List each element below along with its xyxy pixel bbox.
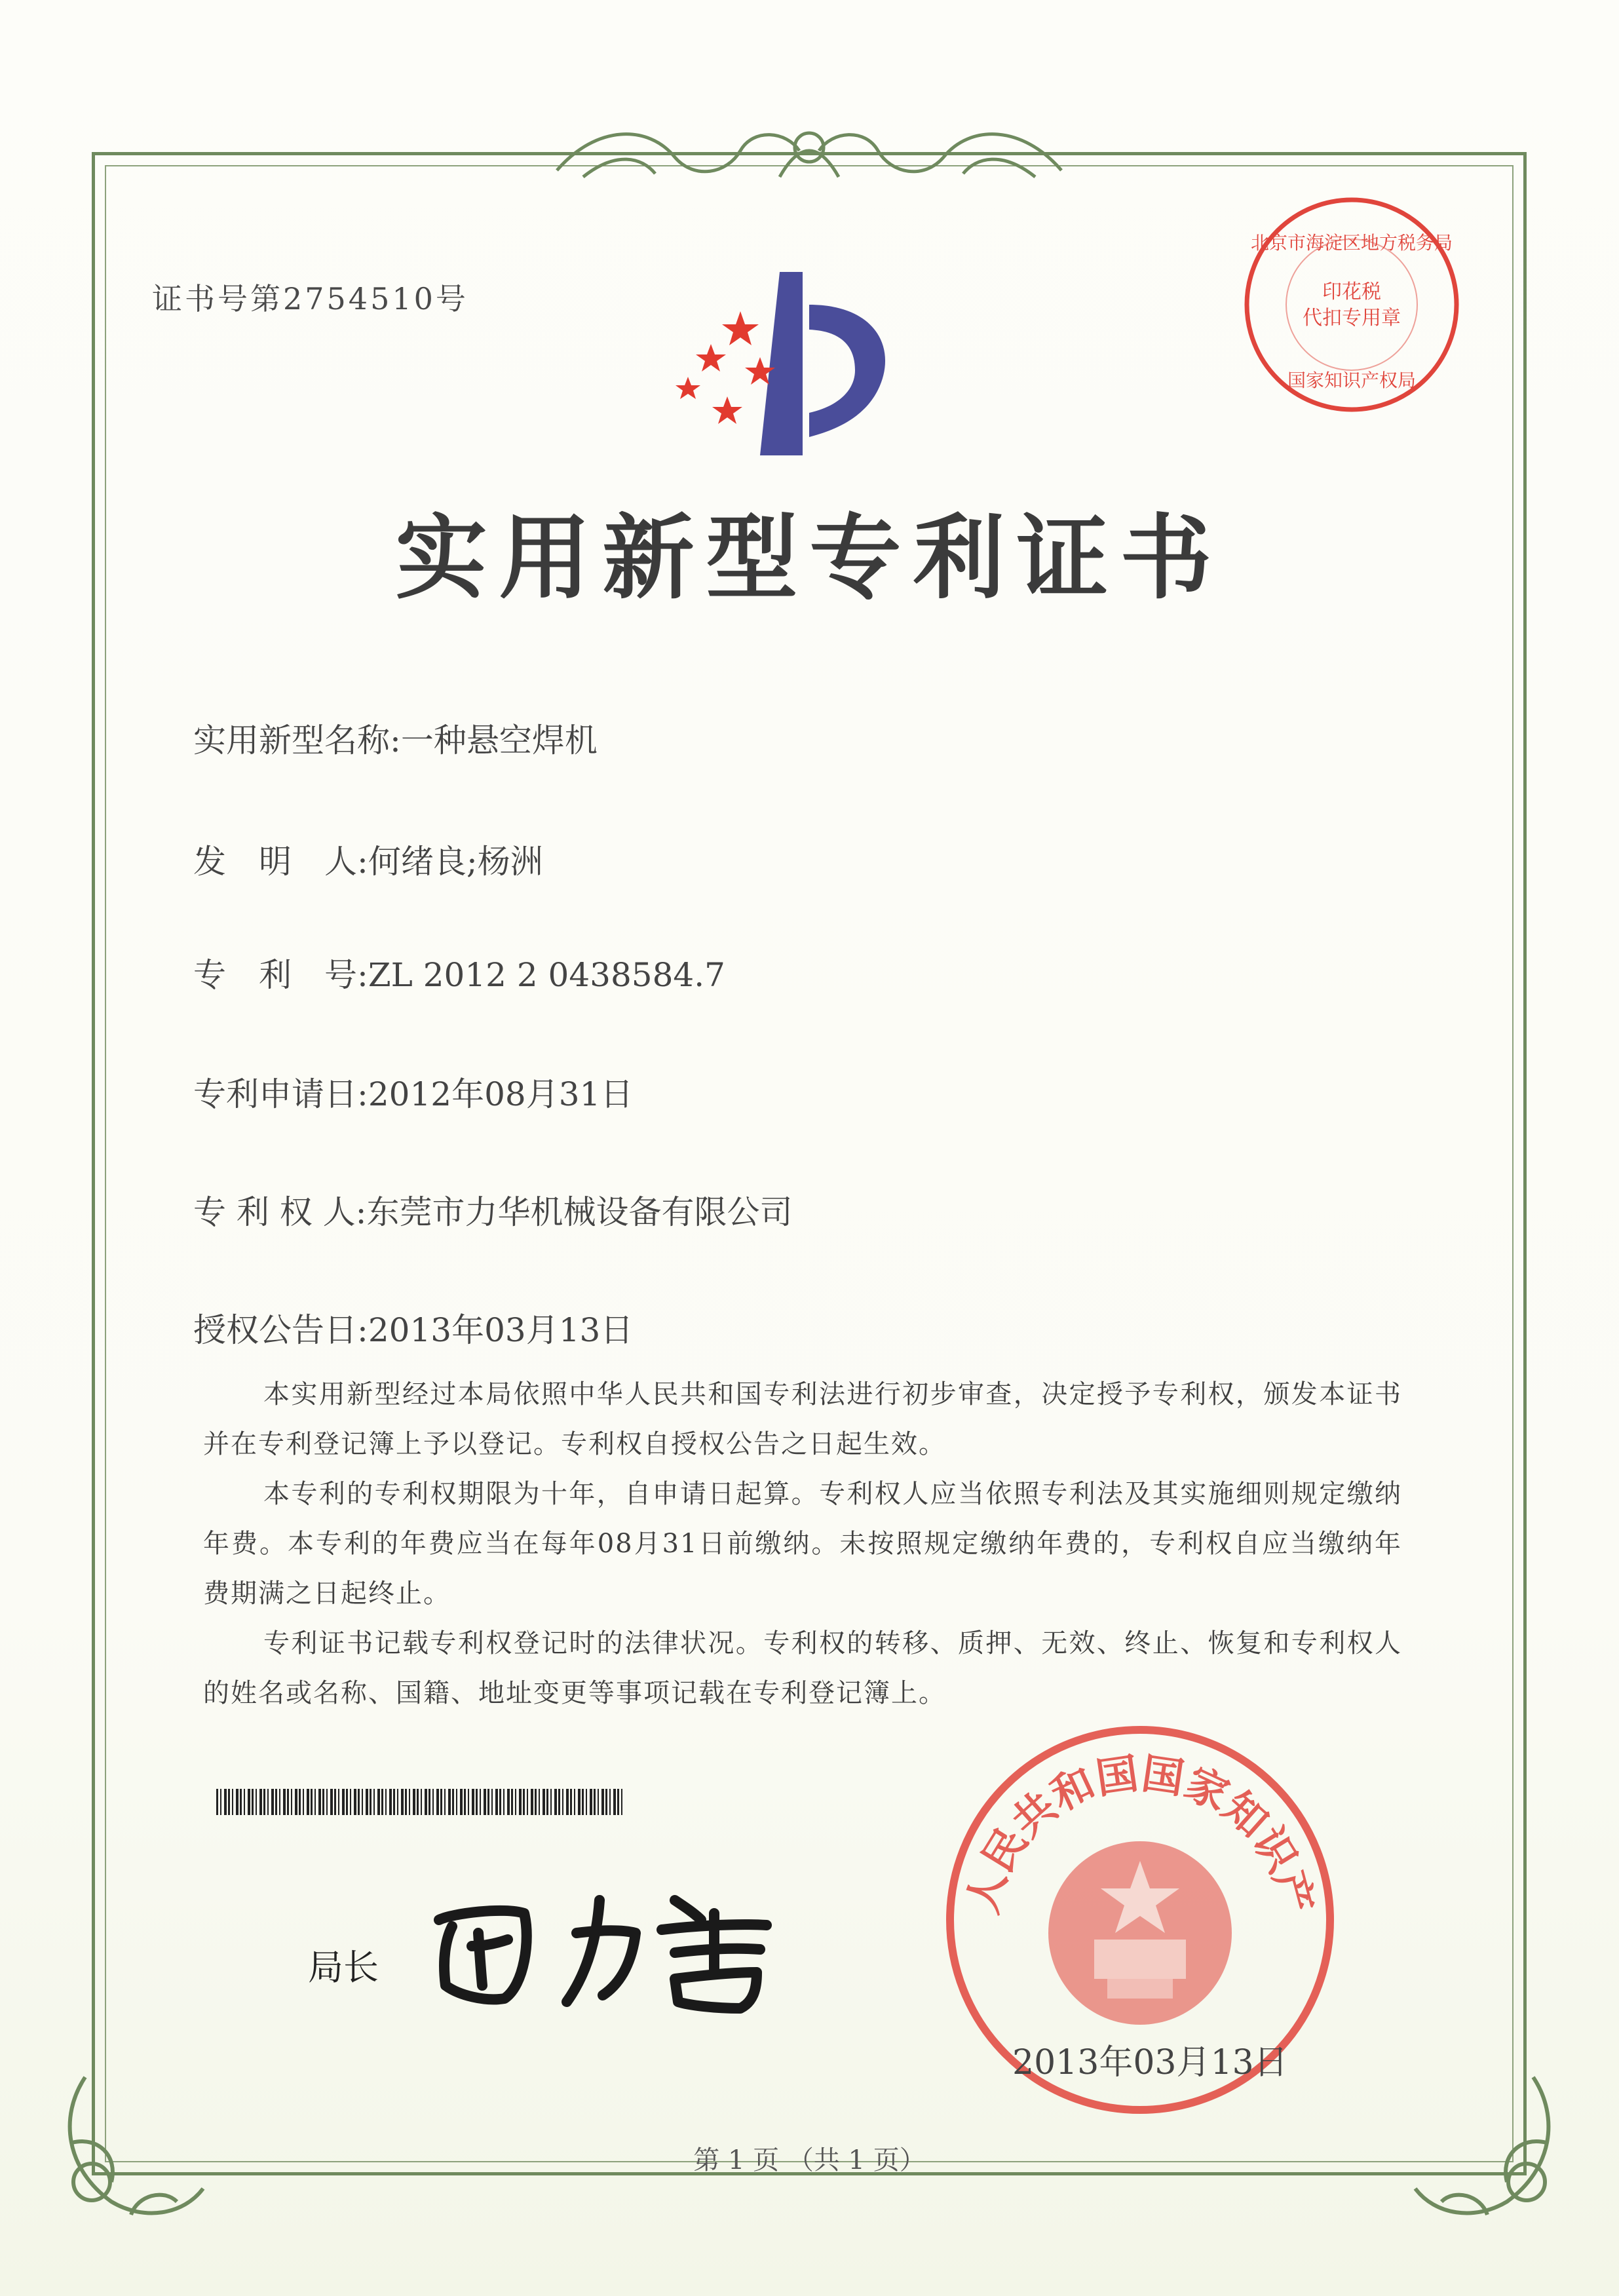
field-inventor — [193, 835, 543, 883]
svg-text:北京市海淀区地方税务局: 北京市海淀区地方税务局 — [1250, 232, 1453, 254]
director-signature — [426, 1874, 793, 2018]
legal-paragraph: 本实用新型经过本局依照中华人民共和国专利法进行初步审查，决定授予专利权，颁发本证书并在专利登记簿上予以登记。专利权自授权公告之日起生效。 — [203, 1379, 1402, 1459]
svg-text:代扣专用章: 代扣专用章 — [1303, 307, 1401, 330]
field-name-value: 一种悬空焊机 — [400, 721, 598, 759]
certificate-number: 证书号第2754510号 — [152, 281, 468, 316]
field-inventor-label: 发 明 人: — [193, 843, 368, 881]
field-patentee-label: 专 利 权 人: — [193, 1193, 367, 1231]
field-filing-date-label: 专利申请日: — [193, 1075, 368, 1113]
field-grant-date-label: 授权公告日: — [193, 1311, 368, 1349]
legal-paragraph: 本专利的专利权期限为十年，自申请日起算。专利权人应当依照专利法及其实施细则规定缴纳年费。本专利的年费应当在每年08月31日前缴纳。未按照规定缴纳年费的，专利权自应当缴纳年费期满之日起终止。 — [203, 1479, 1402, 1609]
field-grant-date-value: 2013年03月13日 — [368, 1311, 634, 1349]
field-inventor-value: 何绪良;杨洲 — [368, 843, 543, 881]
patent-office-logo — [662, 265, 924, 462]
top-ornament — [544, 111, 1075, 197]
field-grant-date — [193, 1304, 633, 1351]
field-patentee-value: 东莞市力华机械设备有限公司 — [366, 1193, 793, 1231]
field-patent-number — [193, 949, 725, 996]
field-patentee — [193, 1186, 793, 1233]
field-filing-date-value: 2012年08月31日 — [368, 1075, 634, 1113]
document-title: 实用新型专利证书 — [395, 505, 1224, 612]
field-name — [193, 714, 598, 761]
field-patent-number-label: 专 利 号: — [193, 956, 368, 994]
legal-text — [203, 1369, 1402, 1718]
svg-text:印花税: 印花税 — [1322, 280, 1381, 303]
tax-stamp — [1237, 190, 1466, 419]
signature-label: 局长 — [308, 1947, 379, 1988]
barcode — [216, 1789, 622, 1815]
svg-text:中华人民共和国国家知识产权局: 人民共和国国家知识产 — [958, 1749, 1322, 1919]
field-patent-number-value: ZL 2012 2 0438584.7 — [368, 956, 725, 994]
page-number: 第 1 页 （共 1 页） — [693, 2145, 926, 2175]
svg-text:国家知识产权局: 国家知识产权局 — [1287, 370, 1417, 391]
legal-paragraph: 专利证书记载专利权登记时的法律状况。专利权的转移、质押、无效、终止、恢复和专利权人的姓名或名称、国籍、地址变更等事项记载在专利登记簿上。 — [203, 1628, 1402, 1708]
seal-date: 2013年03月13日 — [1012, 2043, 1288, 2082]
field-name-label: 实用新型名称: — [193, 721, 401, 759]
field-filing-date — [193, 1068, 633, 1115]
